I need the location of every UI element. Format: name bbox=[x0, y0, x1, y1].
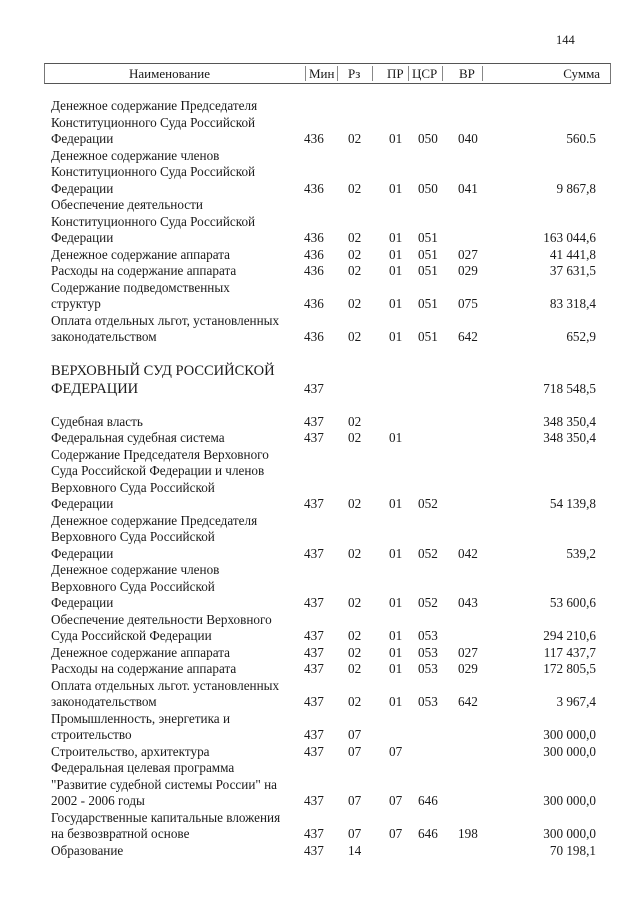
row-name-line: "Развитие судебной системы России" на bbox=[51, 776, 277, 792]
cell-rz: 02 bbox=[348, 496, 362, 511]
row-name bbox=[51, 513, 311, 563]
row-name bbox=[51, 760, 311, 810]
cell-min: 436 bbox=[304, 263, 324, 278]
cell-min: 437 bbox=[304, 826, 324, 841]
row-name-line: Обеспечение деятельности Верховного bbox=[51, 611, 272, 627]
cell-min: 437 bbox=[304, 842, 324, 858]
table-row bbox=[0, 612, 640, 645]
cell-rz: 02 bbox=[348, 644, 362, 660]
row-name bbox=[51, 810, 311, 843]
row-name bbox=[51, 645, 311, 662]
table-header bbox=[44, 63, 611, 84]
cell-min: 436 bbox=[304, 329, 324, 344]
row-name-line: Обеспечение деятельности bbox=[51, 197, 203, 212]
cell-pr: 01 bbox=[389, 595, 403, 610]
row-name bbox=[51, 313, 311, 346]
row-name bbox=[51, 562, 311, 612]
row-name-line: Денежное содержание членов bbox=[51, 562, 220, 577]
cell-csr: 646 bbox=[418, 826, 438, 841]
row-name-line: Федеральная целевая программа bbox=[51, 760, 235, 775]
row-name bbox=[51, 197, 311, 247]
cell-min: 437 bbox=[304, 793, 324, 808]
row-name-line: Расходы на содержание аппарата bbox=[51, 263, 237, 278]
row-name-line: Образование bbox=[51, 842, 124, 858]
row-name-line: Содержание Председателя Верховного bbox=[51, 446, 269, 462]
cell-rz: 02 bbox=[348, 595, 362, 610]
header-name: Наименование bbox=[129, 66, 210, 81]
cell-pr: 01 bbox=[389, 694, 403, 709]
cell-vr: 198 bbox=[458, 826, 478, 841]
cell-sum: 300 000,0 bbox=[543, 743, 596, 759]
cell-rz: 02 bbox=[348, 180, 362, 196]
row-name-line: Денежное содержание аппарата bbox=[51, 246, 230, 262]
cell-pr: 07 bbox=[389, 793, 403, 808]
row-name-line: Оплата отдельных льгот, установленных bbox=[51, 312, 280, 328]
table-row bbox=[0, 678, 640, 711]
cell-rz: 02 bbox=[348, 545, 362, 561]
table-body bbox=[0, 98, 640, 859]
cell-csr: 052 bbox=[418, 545, 438, 561]
row-name-line: Денежное содержание Председателя bbox=[51, 512, 258, 528]
row-name-line: Федеральная судебная система bbox=[51, 430, 225, 445]
table-row bbox=[0, 98, 640, 148]
table-row bbox=[0, 810, 640, 843]
row-name-line: Промышленность, энергетика и bbox=[51, 710, 231, 726]
cell-csr: 051 bbox=[418, 230, 438, 245]
cell-sum: 9 867,8 bbox=[556, 180, 596, 196]
cell-vr: 029 bbox=[458, 661, 478, 676]
cell-sum: 163 044,6 bbox=[543, 230, 596, 245]
header-min: Мин bbox=[309, 66, 335, 81]
cell-csr: 053 bbox=[418, 694, 438, 709]
cell-csr: 050 bbox=[418, 180, 438, 196]
row-name-line: Федерации bbox=[51, 595, 114, 610]
cell-sum: 348 350,4 bbox=[543, 430, 596, 445]
cell-rz: 07 bbox=[348, 727, 362, 742]
cell-sum: 560.5 bbox=[566, 131, 596, 146]
cell-vr: 027 bbox=[458, 246, 478, 262]
row-name bbox=[51, 148, 311, 198]
cell-pr: 01 bbox=[389, 180, 403, 196]
cell-sum: 300 000,0 bbox=[543, 727, 596, 742]
header-separator bbox=[482, 66, 483, 81]
row-spacer bbox=[0, 346, 640, 362]
cell-sum: 54 139,8 bbox=[549, 496, 596, 511]
row-name bbox=[51, 414, 311, 431]
cell-pr: 01 bbox=[389, 246, 403, 262]
cell-min: 437 bbox=[304, 743, 324, 759]
row-name bbox=[51, 744, 311, 761]
row-name bbox=[51, 612, 311, 645]
table-row bbox=[0, 362, 640, 398]
row-name-line: Суда Российской Федерации bbox=[51, 628, 212, 643]
cell-pr: 01 bbox=[389, 329, 403, 344]
cell-pr: 01 bbox=[389, 230, 403, 245]
cell-sum: 294 210,6 bbox=[543, 628, 596, 643]
cell-min: 437 bbox=[304, 644, 324, 660]
row-name-line: Денежное содержание Председателя bbox=[51, 98, 258, 113]
row-name bbox=[51, 280, 311, 313]
cell-sum: 172 805,5 bbox=[543, 661, 596, 676]
row-spacer bbox=[0, 398, 640, 414]
row-name-line: законодательством bbox=[51, 694, 157, 709]
cell-min: 437 bbox=[304, 380, 324, 396]
cell-pr: 01 bbox=[389, 131, 403, 146]
cell-sum: 652,9 bbox=[566, 329, 596, 344]
row-name-line: Государственные капитальные вложения bbox=[51, 809, 281, 825]
cell-rz: 02 bbox=[348, 329, 362, 344]
row-name bbox=[51, 843, 311, 860]
cell-pr: 01 bbox=[389, 263, 403, 278]
header-separator bbox=[408, 66, 409, 81]
cell-rz: 07 bbox=[348, 793, 362, 808]
row-name bbox=[51, 263, 311, 280]
cell-rz: 07 bbox=[348, 743, 362, 759]
cell-vr: 642 bbox=[458, 694, 478, 709]
table-row bbox=[0, 843, 640, 860]
table-row bbox=[0, 645, 640, 662]
cell-min: 437 bbox=[304, 727, 324, 742]
row-name-line: Денежное содержание членов bbox=[51, 147, 220, 163]
row-name-line: ВЕРХОВНЫЙ СУД РОССИЙСКОЙ bbox=[51, 362, 275, 379]
cell-pr: 01 bbox=[389, 644, 403, 660]
cell-min: 436 bbox=[304, 230, 324, 245]
row-name-line: ФЕДЕРАЦИИ bbox=[51, 380, 139, 397]
row-name-line: законодательством bbox=[51, 329, 157, 344]
row-name-line: 2002 - 2006 годы bbox=[51, 793, 145, 808]
cell-csr: 053 bbox=[418, 644, 438, 660]
cell-min: 437 bbox=[304, 595, 324, 610]
row-name bbox=[51, 362, 311, 398]
row-name bbox=[51, 430, 311, 447]
cell-pr: 01 bbox=[389, 430, 403, 445]
table-row bbox=[0, 661, 640, 678]
row-name-line: Федерации bbox=[51, 180, 114, 196]
cell-min: 436 bbox=[304, 246, 324, 262]
cell-min: 437 bbox=[304, 413, 324, 429]
cell-rz: 07 bbox=[348, 826, 362, 841]
cell-pr: 01 bbox=[389, 496, 403, 511]
row-name-line: Строительство, архитектура bbox=[51, 743, 210, 759]
row-name bbox=[51, 678, 311, 711]
table-row bbox=[0, 562, 640, 612]
cell-csr: 050 bbox=[418, 131, 438, 146]
row-name bbox=[51, 711, 311, 744]
cell-min: 437 bbox=[304, 694, 324, 709]
cell-vr: 042 bbox=[458, 545, 478, 561]
cell-vr: 040 bbox=[458, 131, 478, 146]
cell-sum: 348 350,4 bbox=[543, 413, 596, 429]
header-sum: Сумма bbox=[563, 66, 600, 81]
cell-rz: 02 bbox=[348, 694, 362, 709]
row-name-line: Расходы на содержание аппарата bbox=[51, 661, 237, 676]
cell-min: 437 bbox=[304, 628, 324, 643]
cell-sum: 539,2 bbox=[566, 545, 596, 561]
row-name-line: Федерации bbox=[51, 545, 114, 561]
cell-sum: 300 000,0 bbox=[543, 793, 596, 808]
cell-csr: 053 bbox=[418, 661, 438, 676]
cell-vr: 043 bbox=[458, 595, 478, 610]
cell-sum: 300 000,0 bbox=[543, 826, 596, 841]
cell-csr: 052 bbox=[418, 595, 438, 610]
table-row bbox=[0, 760, 640, 810]
cell-min: 437 bbox=[304, 496, 324, 511]
row-name-line: Федерации bbox=[51, 496, 114, 511]
cell-pr: 01 bbox=[389, 545, 403, 561]
cell-vr: 027 bbox=[458, 644, 478, 660]
header-pr: ПР bbox=[387, 66, 404, 81]
table-row bbox=[0, 313, 640, 346]
cell-sum: 70 198,1 bbox=[549, 842, 596, 858]
header-vr: ВР bbox=[459, 66, 475, 81]
cell-rz: 02 bbox=[348, 430, 362, 445]
table-row bbox=[0, 280, 640, 313]
cell-sum: 53 600,6 bbox=[549, 595, 596, 610]
header-csr: ЦСР bbox=[412, 66, 438, 81]
row-name-line: Верховного Суда Российской bbox=[51, 479, 215, 495]
cell-pr: 07 bbox=[389, 826, 403, 841]
table-row bbox=[0, 197, 640, 247]
cell-csr: 053 bbox=[418, 628, 438, 643]
cell-rz: 14 bbox=[348, 842, 362, 858]
row-name-line: Конституционного Суда Российской bbox=[51, 213, 256, 229]
cell-pr: 07 bbox=[389, 743, 403, 759]
row-name-line: Судебная власть bbox=[51, 413, 143, 429]
row-name-line: Конституционного Суда Российской bbox=[51, 114, 256, 130]
header-rz: Рз bbox=[348, 66, 361, 81]
cell-csr: 051 bbox=[418, 263, 438, 278]
cell-vr: 029 bbox=[458, 263, 478, 278]
row-name-line: Оплата отдельных льгот. установленных bbox=[51, 677, 280, 693]
cell-rz: 02 bbox=[348, 296, 362, 311]
row-name-line: Денежное содержание аппарата bbox=[51, 644, 230, 660]
cell-csr: 051 bbox=[418, 246, 438, 262]
header-separator bbox=[337, 66, 338, 81]
cell-sum: 718 548,5 bbox=[543, 380, 596, 396]
table-row bbox=[0, 711, 640, 744]
row-name-line: Федерации bbox=[51, 131, 114, 146]
cell-vr: 642 bbox=[458, 329, 478, 344]
cell-sum: 37 631,5 bbox=[549, 263, 596, 278]
cell-min: 437 bbox=[304, 545, 324, 561]
cell-rz: 02 bbox=[348, 661, 362, 676]
cell-rz: 02 bbox=[348, 628, 362, 643]
row-name bbox=[51, 661, 311, 678]
cell-rz: 02 bbox=[348, 131, 362, 146]
row-name-line: Верховного Суда Российской bbox=[51, 578, 215, 594]
cell-vr: 075 bbox=[458, 296, 478, 311]
cell-sum: 41 441,8 bbox=[549, 246, 596, 262]
table-row bbox=[0, 447, 640, 513]
cell-rz: 02 bbox=[348, 246, 362, 262]
row-name-line: Содержание подведомственных bbox=[51, 279, 230, 295]
header-separator bbox=[442, 66, 443, 81]
cell-rz: 02 bbox=[348, 413, 362, 429]
cell-csr: 051 bbox=[418, 329, 438, 344]
row-name bbox=[51, 447, 311, 513]
row-name bbox=[51, 98, 311, 148]
row-name-line: на безвозвратной основе bbox=[51, 826, 190, 841]
cell-csr: 051 bbox=[418, 296, 438, 311]
header-separator bbox=[305, 66, 306, 81]
table-row bbox=[0, 513, 640, 563]
header-separator bbox=[372, 66, 373, 81]
table-row bbox=[0, 247, 640, 264]
cell-vr: 041 bbox=[458, 180, 478, 196]
table-row bbox=[0, 430, 640, 447]
row-name bbox=[51, 247, 311, 264]
row-name-line: строительство bbox=[51, 727, 132, 742]
row-name-line: Верховного Суда Российской bbox=[51, 529, 215, 544]
cell-min: 436 bbox=[304, 296, 324, 311]
cell-pr: 01 bbox=[389, 628, 403, 643]
table-row bbox=[0, 414, 640, 431]
row-name-line: Федерации bbox=[51, 230, 114, 245]
cell-rz: 02 bbox=[348, 263, 362, 278]
cell-min: 437 bbox=[304, 430, 324, 445]
row-name-line: структур bbox=[51, 296, 101, 311]
table-row bbox=[0, 263, 640, 280]
cell-pr: 01 bbox=[389, 296, 403, 311]
cell-csr: 646 bbox=[418, 793, 438, 808]
table-row bbox=[0, 744, 640, 761]
cell-pr: 01 bbox=[389, 661, 403, 676]
row-name-line: Суда Российской Федерации и членов bbox=[51, 463, 265, 478]
cell-min: 436 bbox=[304, 180, 324, 196]
cell-min: 437 bbox=[304, 661, 324, 676]
table-row bbox=[0, 148, 640, 198]
cell-sum: 83 318,4 bbox=[549, 296, 596, 311]
cell-rz: 02 bbox=[348, 230, 362, 245]
cell-csr: 052 bbox=[418, 496, 438, 511]
page-number: 144 bbox=[556, 33, 575, 47]
row-name-line: Конституционного Суда Российской bbox=[51, 164, 256, 179]
cell-min: 436 bbox=[304, 131, 324, 146]
cell-sum: 3 967,4 bbox=[556, 694, 596, 709]
cell-sum: 117 437,7 bbox=[543, 644, 596, 660]
